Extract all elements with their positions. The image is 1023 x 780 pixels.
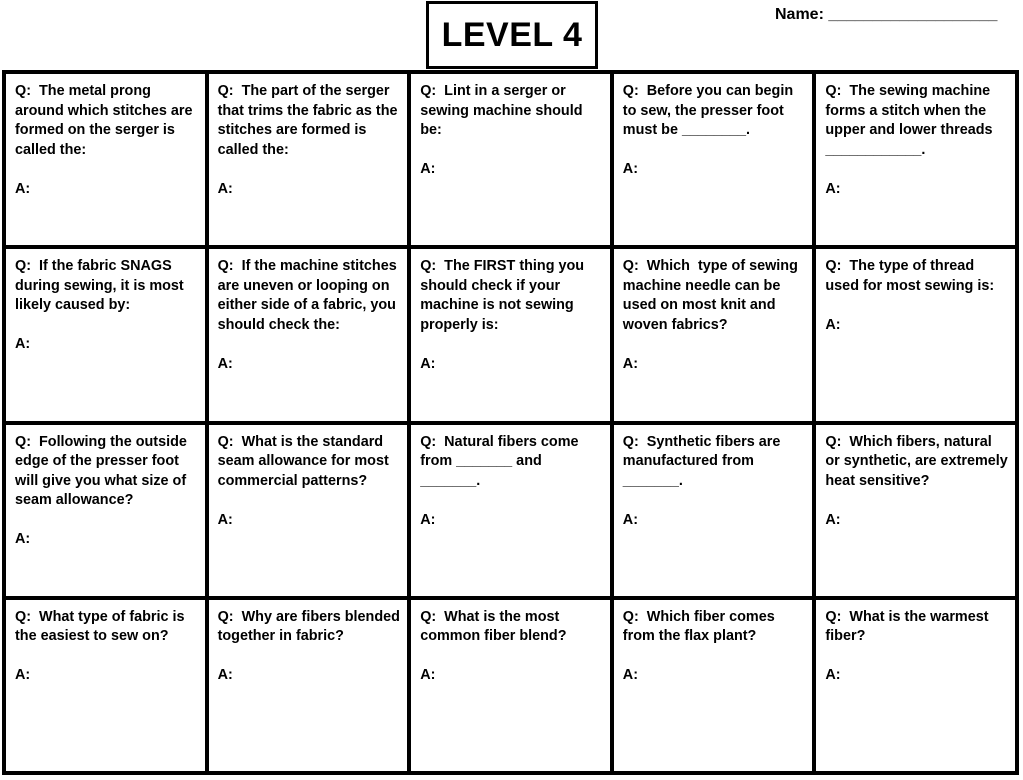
question-card — [816, 74, 1015, 245]
question-text: Q: Which fibers, natural or synthetic, are extremely heat sensitive? — [825, 433, 1012, 489]
answer-label[interactable]: A: — [825, 667, 841, 684]
question-card — [6, 249, 205, 420]
question-card — [209, 74, 408, 245]
question-text: Q: Before you can begin to sew, the presser foot must be ________. — [622, 83, 798, 138]
question-card — [6, 74, 205, 245]
question-text: Q: What is the most common fiber blend? — [420, 608, 567, 645]
question-card — [209, 600, 408, 771]
answer-label[interactable]: A: — [15, 531, 31, 547]
answer-label[interactable]: A: — [420, 667, 436, 684]
question-text: Q: Synthetic fibers are manufactured from _______. — [622, 433, 785, 489]
name-field[interactable]: Name: ___________________ — [775, 6, 998, 23]
question-card — [209, 425, 408, 596]
question-text: Q: The FIRST thing you should check if your machine is not sewing properly is: — [420, 258, 589, 333]
answer-label[interactable]: A: — [420, 161, 436, 177]
question-text: Q: Why are fibers blended together in fabric? — [217, 608, 404, 645]
question-card — [614, 74, 813, 245]
question-card — [209, 249, 408, 420]
answer-label[interactable]: A: — [217, 180, 233, 197]
question-text: Q: Which type of sewing machine needle can be used on most knit and woven fabrics? — [622, 258, 802, 333]
answer-label[interactable]: A: — [825, 180, 841, 197]
question-card — [6, 425, 205, 596]
answer-label[interactable]: A: — [15, 336, 31, 353]
question-text: Q: What is the standard seam allowance for most commercial patterns? — [217, 433, 393, 489]
question-text: Q: What type of fabric is the easiest to sew on? — [15, 608, 189, 645]
question-card — [816, 425, 1015, 596]
question-card — [816, 600, 1015, 771]
question-grid — [2, 70, 1019, 775]
question-text: Q: If the machine stitches are uneven or looping on either side of a fabric, you should check the: — [217, 258, 401, 333]
question-card — [6, 600, 205, 771]
answer-label[interactable]: A: — [825, 511, 841, 528]
question-text: Q: The sewing machine forms a stitch when the upper and lower threads ____________. — [825, 83, 997, 158]
answer-label[interactable]: A: — [622, 667, 638, 684]
question-card — [411, 249, 610, 420]
answer-label[interactable]: A: — [622, 355, 638, 372]
question-text: Q: The metal prong around which stitches are formed on the serger is called the: — [15, 83, 197, 158]
question-text: Q: Natural fibers come from _______ and _______. — [420, 433, 583, 489]
question-text: Q: What is the warmest fiber? — [825, 608, 993, 645]
answer-label[interactable]: A: — [420, 511, 436, 528]
question-text: Q: Which fiber comes from the flax plant? — [622, 608, 779, 645]
question-text: Q: The type of thread used for most sewing is: — [825, 258, 995, 294]
question-card — [614, 425, 813, 596]
question-card — [411, 74, 610, 245]
question-card — [816, 249, 1015, 420]
answer-label[interactable]: A: — [825, 316, 841, 333]
answer-label[interactable]: A: — [217, 667, 233, 684]
question-card — [411, 425, 610, 596]
question-card — [614, 249, 813, 420]
answer-label[interactable]: A: — [217, 355, 233, 372]
question-card — [411, 600, 610, 771]
level-title: LEVEL 4 — [426, 1, 598, 69]
question-text: Q: The part of the serger that trims the fabric as the stitches are formed is called the: — [217, 83, 402, 158]
answer-label[interactable]: A: — [622, 161, 638, 177]
answer-label[interactable]: A: — [15, 667, 31, 684]
answer-label[interactable]: A: — [217, 511, 233, 528]
answer-label[interactable]: A: — [622, 511, 638, 528]
question-text: Q: If the fabric SNAGS during sewing, it is most likely caused by: — [15, 258, 188, 314]
question-text: Q: Following the outside edge of the presser foot will give you what size of seam allowance? — [15, 433, 191, 508]
question-card — [614, 600, 813, 771]
answer-label[interactable]: A: — [420, 355, 436, 372]
answer-label[interactable]: A: — [15, 180, 31, 197]
question-text: Q: Lint in a serger or sewing machine should be: — [420, 83, 587, 138]
